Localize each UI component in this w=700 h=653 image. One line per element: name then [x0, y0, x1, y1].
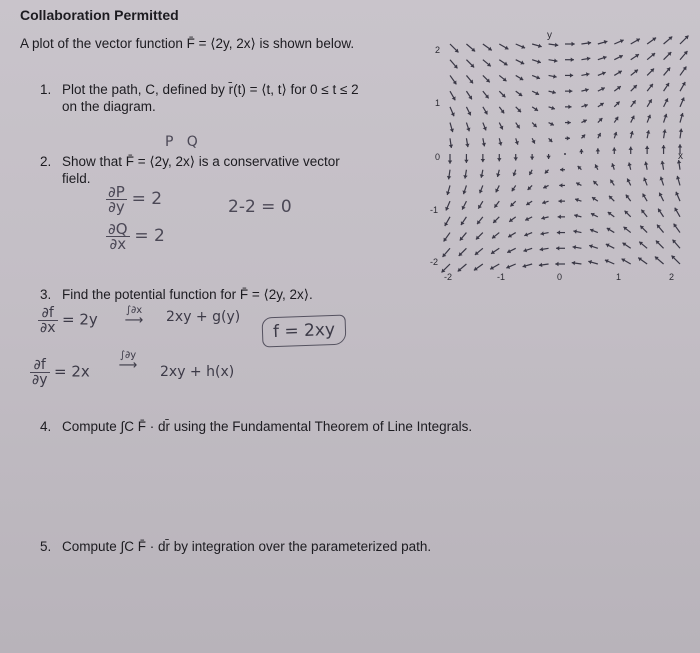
vector-arrow: [578, 166, 582, 170]
vector-arrow: [532, 123, 537, 128]
vector-arrow: [564, 153, 566, 155]
x-tick-1: 1: [616, 272, 622, 282]
vector-arrow: [499, 107, 504, 114]
vector-arrow: [614, 86, 621, 91]
vector-arrow: [528, 185, 533, 190]
vector-arrow: [525, 217, 532, 221]
vector-arrow: [581, 41, 591, 45]
vector-arrow: [565, 136, 570, 140]
vector-arrow: [622, 258, 631, 264]
vector-arrow: [445, 201, 450, 210]
vector-arrow: [623, 227, 630, 233]
page-title: Collaboration Permitted: [20, 7, 179, 23]
handwritten-arrow-1: [118, 305, 150, 328]
fy-numerator: ∂f: [30, 358, 50, 373]
vector-arrow: [549, 74, 557, 78]
vector-arrow: [496, 170, 500, 177]
vector-arrow: [631, 38, 640, 44]
vector-arrow: [605, 259, 614, 264]
question-1-line1: Plot the path, C, defined by r̄(t) = ⟨t, t⟩ for 0 ≤ t ≤ 2: [62, 82, 359, 97]
vector-arrow: [542, 200, 548, 204]
vector-arrow: [490, 264, 499, 270]
arrow-2-icon: ⟶: [118, 358, 138, 373]
vector-arrow: [524, 232, 532, 236]
vector-arrow: [672, 256, 680, 264]
vector-arrow: [466, 60, 474, 68]
vector-arrow: [516, 123, 520, 129]
vector-arrow: [450, 60, 457, 69]
handwritten-result-2: 2xy + h(x): [160, 364, 235, 380]
vector-arrow: [461, 217, 467, 225]
vector-arrow: [647, 84, 653, 91]
question-2: [40, 153, 440, 187]
question-1-number: 1.: [40, 82, 52, 97]
question-2-line1: Show that F̄ = ⟨2y, 2x⟩ is a conservative vector: [62, 154, 340, 169]
vector-arrow: [676, 176, 680, 186]
vector-arrow: [643, 178, 647, 186]
dq-denominator: ∂x: [109, 235, 127, 253]
vector-arrow: [559, 183, 565, 187]
handwritten-answer: f = 2xy: [262, 315, 347, 348]
vector-arrow: [475, 248, 483, 255]
vector-arrow: [497, 154, 501, 161]
vector-arrow: [444, 217, 450, 226]
vector-arrow: [680, 97, 685, 106]
vector-arrow: [614, 102, 619, 107]
vector-arrow: [499, 123, 503, 130]
vector-arrow: [647, 53, 655, 60]
vector-arrow: [663, 114, 667, 123]
dp-equals: = 2: [131, 189, 163, 209]
vector-arrow: [645, 146, 649, 154]
vector-arrow: [639, 242, 647, 249]
vector-arrow: [460, 233, 467, 241]
vector-arrow: [466, 44, 475, 51]
handwritten-dp-dy: [106, 185, 162, 214]
vector-arrow: [575, 198, 581, 202]
vector-arrow: [539, 263, 549, 267]
vector-arrow: [614, 71, 622, 76]
vector-arrow: [581, 57, 590, 61]
vector-arrow: [509, 217, 516, 222]
vector-arrow: [508, 233, 516, 238]
vector-arrow: [630, 131, 634, 138]
vector-arrow: [466, 123, 470, 132]
vector-arrow: [483, 75, 490, 82]
vector-arrow: [477, 217, 483, 224]
vector-arrow: [598, 118, 603, 123]
vector-arrow: [608, 212, 615, 217]
arrow-2-label: ∫∂y: [119, 350, 137, 361]
vector-arrow: [464, 154, 468, 163]
fy-equals: = 2x: [53, 362, 90, 381]
vector-arrow: [598, 87, 605, 91]
vector-arrow: [541, 216, 548, 220]
vector-arrow: [664, 83, 670, 91]
vector-arrow: [574, 214, 581, 218]
vector-arrow: [581, 72, 589, 76]
vector-arrow: [512, 185, 516, 191]
question-4-text: Compute ∫C F̄ · dr̄ using the Fundamental Theorem of Line Integrals.: [62, 419, 473, 434]
vector-arrow: [465, 138, 469, 147]
vector-arrow: [646, 130, 650, 138]
vector-arrow: [443, 248, 450, 257]
dq-numerator: ∂Q: [108, 220, 128, 238]
vector-arrow: [631, 85, 637, 91]
question-1-line2: on the diagram.: [62, 99, 156, 114]
y-tick-0: 0: [435, 152, 441, 162]
vector-arrow: [478, 201, 483, 209]
vector-arrow: [506, 264, 515, 269]
y-tick-neg2: -2: [430, 257, 439, 267]
vector-arrow: [523, 264, 533, 268]
vector-arrow: [494, 201, 499, 208]
vector-arrow: [610, 180, 614, 186]
quiver-arrows: [442, 36, 689, 273]
vector-arrow: [555, 262, 565, 266]
x-tick-neg1: -1: [497, 272, 506, 282]
question-3: [40, 286, 440, 303]
vector-arrow: [589, 244, 598, 248]
handwritten-arrow-2: [112, 350, 144, 373]
vector-arrow: [622, 243, 630, 249]
vector-arrow: [598, 71, 606, 75]
vector-arrow: [680, 66, 686, 75]
vector-arrow: [664, 98, 669, 106]
vector-arrow: [483, 44, 492, 50]
dp-numerator: ∂P: [108, 183, 125, 201]
vector-arrow: [546, 154, 550, 159]
vector-arrow: [576, 182, 581, 186]
vector-arrow: [662, 129, 666, 138]
vector-arrow: [572, 261, 582, 265]
vector-arrow: [588, 260, 598, 264]
handwritten-result-1: 2xy + g(y): [166, 309, 241, 325]
vector-arrow: [450, 75, 456, 84]
vector-arrow: [593, 181, 598, 186]
vector-arrow: [641, 210, 647, 217]
question-1: [40, 81, 440, 115]
vector-arrow: [532, 75, 540, 79]
vector-arrow: [449, 138, 453, 148]
vector-arrow: [679, 129, 683, 139]
vector-arrow: [492, 233, 499, 239]
vector-arrow: [560, 168, 565, 172]
handwritten-fx: [38, 306, 98, 335]
vector-arrow: [510, 201, 515, 206]
vector-arrow: [674, 208, 680, 217]
vector-arrow: [565, 58, 574, 62]
vector-arrow: [655, 257, 664, 264]
vector-arrow: [499, 75, 506, 81]
vector-arrow: [591, 213, 598, 217]
vector-arrow: [638, 258, 647, 264]
fy-denominator: ∂y: [32, 372, 48, 388]
handwritten-fy: [30, 358, 90, 387]
vector-arrow: [514, 154, 518, 161]
x-axis-label: x: [678, 151, 683, 162]
vector-arrow: [513, 170, 517, 176]
vector-arrow: [590, 229, 598, 233]
vector-arrow: [459, 248, 467, 256]
vector-arrow: [680, 36, 688, 44]
dp-denominator: ∂y: [108, 198, 125, 216]
vector-arrow: [642, 194, 647, 202]
intro-text: A plot of the vector function F̄ = ⟨2y, 2x⟩ is shown below.: [20, 36, 355, 51]
vector-arrow: [516, 44, 525, 49]
vector-arrow: [515, 138, 519, 144]
vector-arrow: [647, 69, 654, 76]
vector-arrow: [516, 75, 524, 80]
vector-arrow: [661, 145, 665, 154]
dq-equals: = 2: [134, 226, 165, 246]
vector-arrow: [631, 54, 639, 60]
vector-arrow: [565, 105, 572, 109]
handwritten-dq-dx: [106, 222, 165, 251]
y-tick-neg1: -1: [430, 205, 439, 215]
vector-arrow: [462, 201, 467, 209]
vector-arrow: [565, 120, 571, 124]
vector-arrow: [673, 240, 680, 249]
vector-arrow: [658, 209, 664, 217]
vector-arrow: [614, 117, 618, 123]
vector-arrow: [573, 245, 582, 249]
vector-arrow: [581, 104, 587, 108]
vector-arrow: [474, 264, 483, 270]
handwritten-pq: P Q: [165, 134, 198, 150]
question-4-number: 4.: [40, 419, 52, 434]
vector-arrow: [450, 44, 458, 52]
vector-arrow: [446, 185, 450, 195]
vector-arrow: [479, 185, 483, 193]
vector-arrow: [556, 246, 565, 250]
vector-arrow: [631, 70, 638, 76]
vector-arrow: [549, 90, 556, 94]
vector-arrow: [531, 138, 535, 143]
vector-arrow: [463, 170, 467, 179]
vector-arrow: [626, 195, 631, 202]
question-5-number: 5.: [40, 539, 52, 554]
vector-arrow: [656, 241, 664, 249]
y-axis-label: y: [547, 30, 552, 41]
vector-arrow: [516, 60, 524, 65]
vector-arrow: [660, 161, 664, 170]
vector-arrow: [664, 67, 671, 75]
vector-arrow: [611, 163, 615, 169]
vector-arrow: [657, 225, 664, 233]
vector-arrow: [557, 230, 565, 234]
vector-arrow: [450, 107, 455, 116]
vector-arrow: [458, 264, 467, 271]
question-5-text: Compute ∫C F̄ · dr̄ by integration over the parameterized path.: [62, 539, 432, 554]
vector-arrow: [558, 215, 565, 219]
x-tick-2: 2: [669, 272, 675, 282]
question-5: [40, 538, 600, 555]
vector-arrow: [526, 201, 532, 205]
question-2-line2: field.: [62, 171, 91, 186]
x-tick-neg2: -2: [444, 272, 453, 282]
vector-arrow: [680, 113, 684, 123]
vector-arrow: [565, 89, 572, 93]
vector-arrow: [493, 217, 499, 223]
x-tick-0: 0: [557, 272, 563, 282]
vector-arrow: [629, 147, 633, 154]
vector-arrow: [483, 107, 488, 115]
vector-arrow: [579, 149, 583, 154]
vector-arrow: [540, 247, 549, 251]
vector-arrow: [680, 82, 686, 91]
vector-arrow: [462, 185, 466, 194]
vector-arrow: [640, 226, 647, 233]
vector-arrow: [482, 138, 486, 146]
vector-arrow: [647, 38, 656, 44]
vector-arrow: [581, 135, 585, 139]
vector-arrow: [466, 75, 473, 83]
vector-arrow: [530, 154, 534, 160]
vector-arrow: [659, 193, 664, 201]
vector-arrow: [565, 73, 573, 77]
vector-arrow: [644, 162, 648, 170]
vector-arrow: [529, 170, 533, 175]
question-4: [40, 418, 600, 435]
vector-arrow: [609, 196, 614, 201]
vector-arrow: [549, 58, 558, 62]
vector-arrow: [614, 55, 622, 60]
arrow-1-label: ∫∂x: [125, 305, 143, 316]
vector-arrow: [606, 244, 614, 249]
vector-arrow: [498, 138, 502, 145]
vector-arrow: [598, 56, 607, 60]
vector-arrow: [628, 162, 632, 169]
vector-arrow: [444, 233, 450, 242]
vector-arrow: [675, 192, 680, 201]
vector-arrow: [516, 107, 521, 112]
vector-arrow: [541, 231, 549, 235]
vector-arrow: [532, 44, 542, 48]
vector-field-plot: [426, 28, 694, 288]
vector-arrow: [532, 107, 538, 111]
vector-arrow: [450, 123, 454, 133]
vector-arrow: [598, 40, 608, 44]
vector-arrow: [476, 233, 483, 240]
question-3-text: Find the potential function for F̄ = ⟨2y, 2x⟩.: [62, 287, 313, 302]
vector-arrow: [647, 99, 652, 107]
fx-numerator: ∂f: [38, 306, 58, 321]
vector-arrow: [495, 185, 499, 192]
vector-arrow: [499, 91, 505, 97]
vector-arrow: [581, 88, 588, 92]
vector-arrow: [549, 122, 554, 126]
vector-arrow: [573, 229, 581, 233]
vector-arrow: [614, 39, 623, 44]
vector-arrow: [664, 37, 673, 44]
vector-arrow: [581, 119, 586, 123]
vector-arrow: [532, 91, 539, 95]
question-3-number: 3.: [40, 287, 52, 302]
vector-arrow: [627, 179, 631, 186]
vector-arrow: [516, 91, 523, 96]
vector-arrow: [481, 154, 485, 162]
vector-arrow: [483, 91, 489, 98]
vector-arrow: [483, 123, 487, 131]
vector-arrow: [447, 170, 451, 180]
vector-arrow: [647, 115, 651, 123]
vector-arrow: [523, 248, 532, 252]
vector-arrow: [499, 60, 507, 66]
vector-arrow: [597, 133, 601, 138]
vector-arrow: [491, 248, 499, 254]
handwritten-difference: 2-2 = 0: [228, 197, 292, 217]
vector-arrow: [631, 116, 635, 123]
arrow-1-icon: ⟶: [124, 313, 144, 328]
vector-arrow: [549, 106, 555, 110]
y-tick-1: 1: [435, 98, 441, 108]
vector-arrow: [596, 148, 600, 154]
vector-arrow: [598, 103, 604, 107]
vector-arrow: [613, 132, 617, 138]
vector-arrow: [631, 100, 636, 107]
vector-arrow: [674, 224, 680, 233]
vector-arrow: [507, 248, 515, 253]
vector-arrow: [450, 91, 456, 100]
vector-arrow: [592, 197, 598, 201]
vector-arrow: [595, 164, 599, 169]
vector-arrow: [660, 177, 664, 186]
vector-arrow: [466, 91, 472, 99]
vector-arrow: [545, 170, 549, 174]
vector-arrow: [549, 43, 559, 47]
vector-arrow: [483, 60, 491, 67]
vector-arrow: [680, 51, 687, 60]
vector-arrow: [625, 211, 631, 217]
vector-arrow: [558, 199, 565, 203]
vector-arrow: [499, 44, 508, 50]
vector-arrow: [466, 107, 471, 115]
y-tick-2: 2: [435, 45, 441, 55]
vector-arrow: [543, 185, 548, 189]
vector-arrow: [480, 170, 484, 178]
vector-arrow: [565, 42, 575, 46]
fx-denominator: ∂x: [40, 320, 56, 336]
vector-arrow: [612, 147, 616, 154]
vector-arrow: [664, 52, 672, 60]
vector-arrow: [448, 154, 452, 164]
vector-arrow: [607, 228, 615, 233]
vector-arrow: [549, 138, 553, 142]
fx-equals: = 2y: [61, 310, 98, 329]
vector-arrow: [532, 60, 541, 64]
question-2-number: 2.: [40, 154, 52, 169]
